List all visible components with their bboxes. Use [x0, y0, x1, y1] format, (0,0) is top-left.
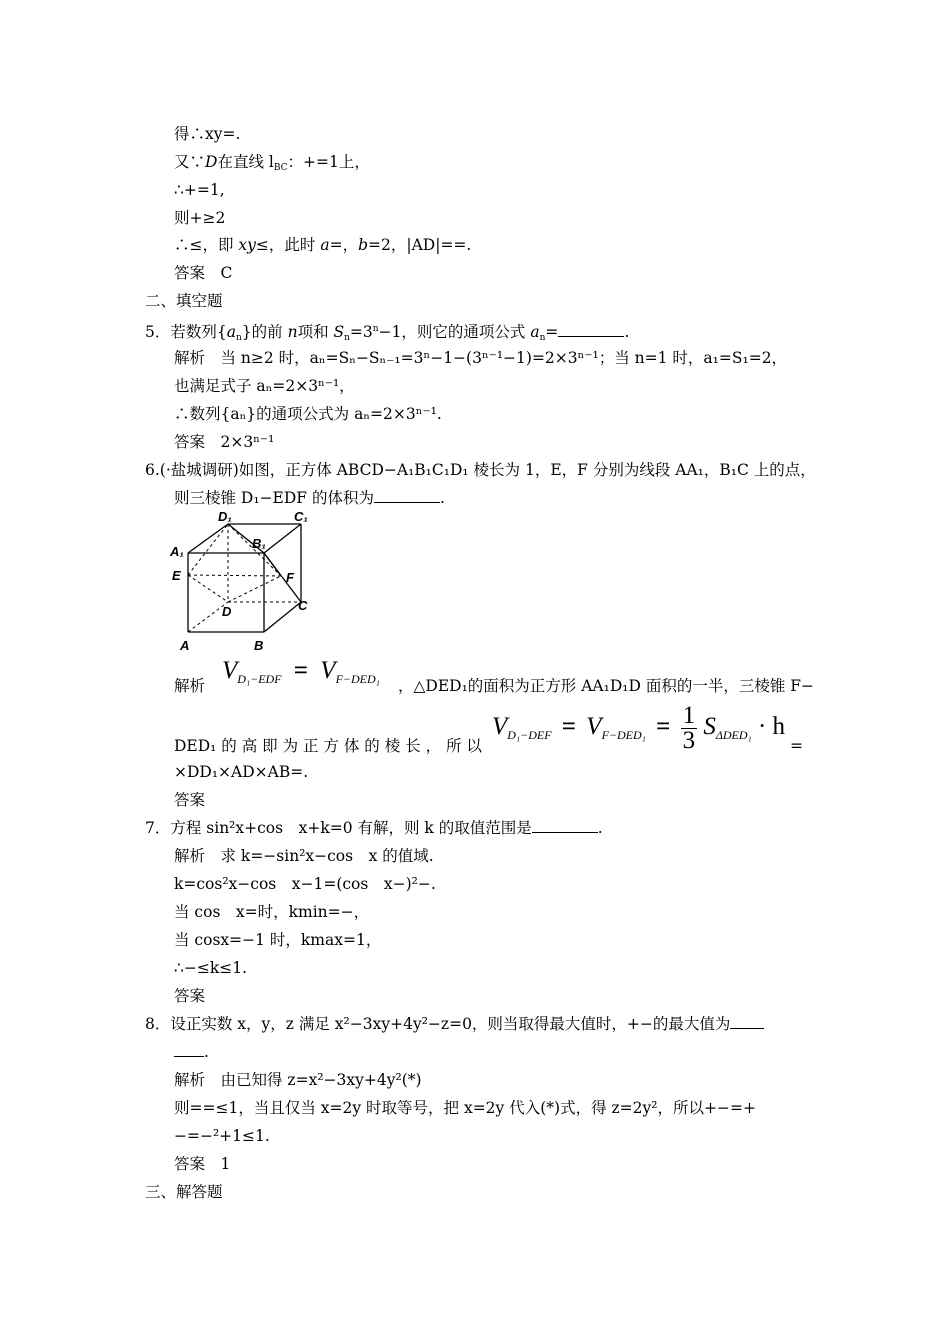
question-8: 8．设正实数 x，y，z 满足 x²−3xy+4y²−z=0，则当取得最大值时，+−的最大值为	[145, 1014, 764, 1034]
hidden-edge	[228, 576, 281, 602]
section-heading: 二、填空题	[145, 292, 223, 310]
text-line: 则+≥2	[174, 209, 226, 227]
cube-edge	[188, 524, 228, 553]
solution-line: ×DD₁×AD×AB=.	[174, 763, 309, 781]
solution-line: 当 cosx=−1 时，kmax=1，	[174, 931, 382, 949]
text-line: ∴≤，即 xy≤，此时 a=，b=2，|AD|==.	[174, 236, 472, 254]
cube-edge	[264, 524, 301, 553]
question-6-line2: 则三棱锥 D₁−EDF 的体积为 .	[174, 489, 445, 507]
solution-line: 解析 当 n≥2 时，aₙ=Sₙ−Sₙ₋₁=3ⁿ−1−(3ⁿ⁻¹−1)=2×3ⁿ⁻¹；当 n=1 时，a₁=S₁=2，	[174, 349, 788, 367]
vertex-label: A	[180, 638, 190, 653]
vertex-label: B	[254, 638, 264, 653]
solution-line: DED₁ 的 高 即 为 正 方 体 的 棱 长 ， 所 以	[174, 737, 482, 755]
section-heading: 三、解答题	[145, 1183, 223, 1201]
hidden-edge	[188, 575, 228, 602]
question-8-line2: .	[174, 1042, 209, 1062]
cube-edge	[264, 602, 301, 632]
fraction-one-third: $\frac{1}{3}$	[682, 702, 696, 754]
answer-line: 答案 1	[174, 1155, 231, 1173]
answer-line: 答案 2×3ⁿ⁻¹	[174, 433, 275, 451]
vertex-label: D	[222, 604, 232, 619]
vertex-label: E	[172, 568, 181, 583]
answer-blank	[558, 322, 624, 337]
vertex-label: F	[286, 570, 294, 585]
solution-line: ∴数列{aₙ}的通项公式为 aₙ=2×3ⁿ⁻¹.	[174, 405, 442, 423]
text-line: 得∴xy=.	[174, 125, 241, 143]
vertex-label: B₁	[252, 536, 266, 551]
hidden-edge	[188, 524, 228, 575]
answer-blank	[730, 1014, 764, 1029]
answer-blank	[174, 1042, 204, 1057]
vertex-label: C	[298, 598, 308, 613]
solution-line: −=−²+1≤1.	[174, 1127, 270, 1145]
vertex-label: C₁	[294, 510, 308, 524]
text-line: ∴+=1,	[174, 181, 225, 199]
hidden-edge	[188, 575, 281, 576]
vertex-label: A₁	[170, 544, 184, 559]
text-line: 又∵D在直线 $l_{BC}$：+=1上，	[174, 153, 370, 173]
solution-label: 解析	[174, 677, 206, 695]
tetra-edge	[264, 553, 281, 576]
answer-blank	[532, 818, 598, 833]
solution-line: 解析 求 k=−sin²x−cos x 的值域.	[174, 847, 434, 865]
solution-line: k=cos²x−cos x−1=(cos x−)²−.	[174, 875, 436, 893]
answer-blank	[374, 488, 440, 503]
formula-volume-1: $V_{D_1-EDF} = V_{F-DED_1}$	[222, 657, 380, 686]
answer-line: 答案 C	[174, 264, 233, 282]
solution-line: ∴−≤k≤1.	[174, 959, 248, 977]
solution-eq: =	[790, 737, 803, 755]
solution-line: 当 cos x=时，kmin=−，	[174, 903, 370, 921]
vertex-label: D₁	[218, 510, 232, 524]
answer-line: 答案	[174, 987, 206, 1005]
answer-line: 答案	[174, 791, 206, 809]
formula-volume-2: $V_{D_1-DEF} = V_{F-DED_1}$ = $\frac{1}{3}$ $S_{\Delta DED_1} \cdot h$	[492, 702, 786, 754]
solution-line: ，△DED₁的面积为正方形 AA₁D₁D 面积的一半，三棱锥 F−	[398, 677, 814, 695]
solution-line: 则==≤1，当且仅当 x=2y 时取等号，把 x=2y 代入(*)式，得 z=2y²，所以+−=+	[174, 1099, 756, 1117]
solution-line: 也满足式子 aₙ=2×3ⁿ⁻¹，	[174, 377, 355, 395]
solution-line: 解析 由已知得 z=x²−3xy+4y²(*)	[174, 1071, 422, 1089]
question-5: 5．若数列$\{a_n\}$的前 n项和 $S_n=3^n-1$，则它的通项公式 $a_n=$ .	[145, 323, 630, 343]
question-7: 7．方程 sin²x+cos x+k=0 有解，则 k 的取值范围是 .	[145, 819, 603, 837]
question-6: 6.(·盐城调研)如图，正方体 ABCD−A₁B₁C₁D₁ 棱长为 1，E，F 分别为线段 AA₁，B₁C 上的点，	[145, 461, 816, 479]
cube-figure	[168, 510, 318, 656]
